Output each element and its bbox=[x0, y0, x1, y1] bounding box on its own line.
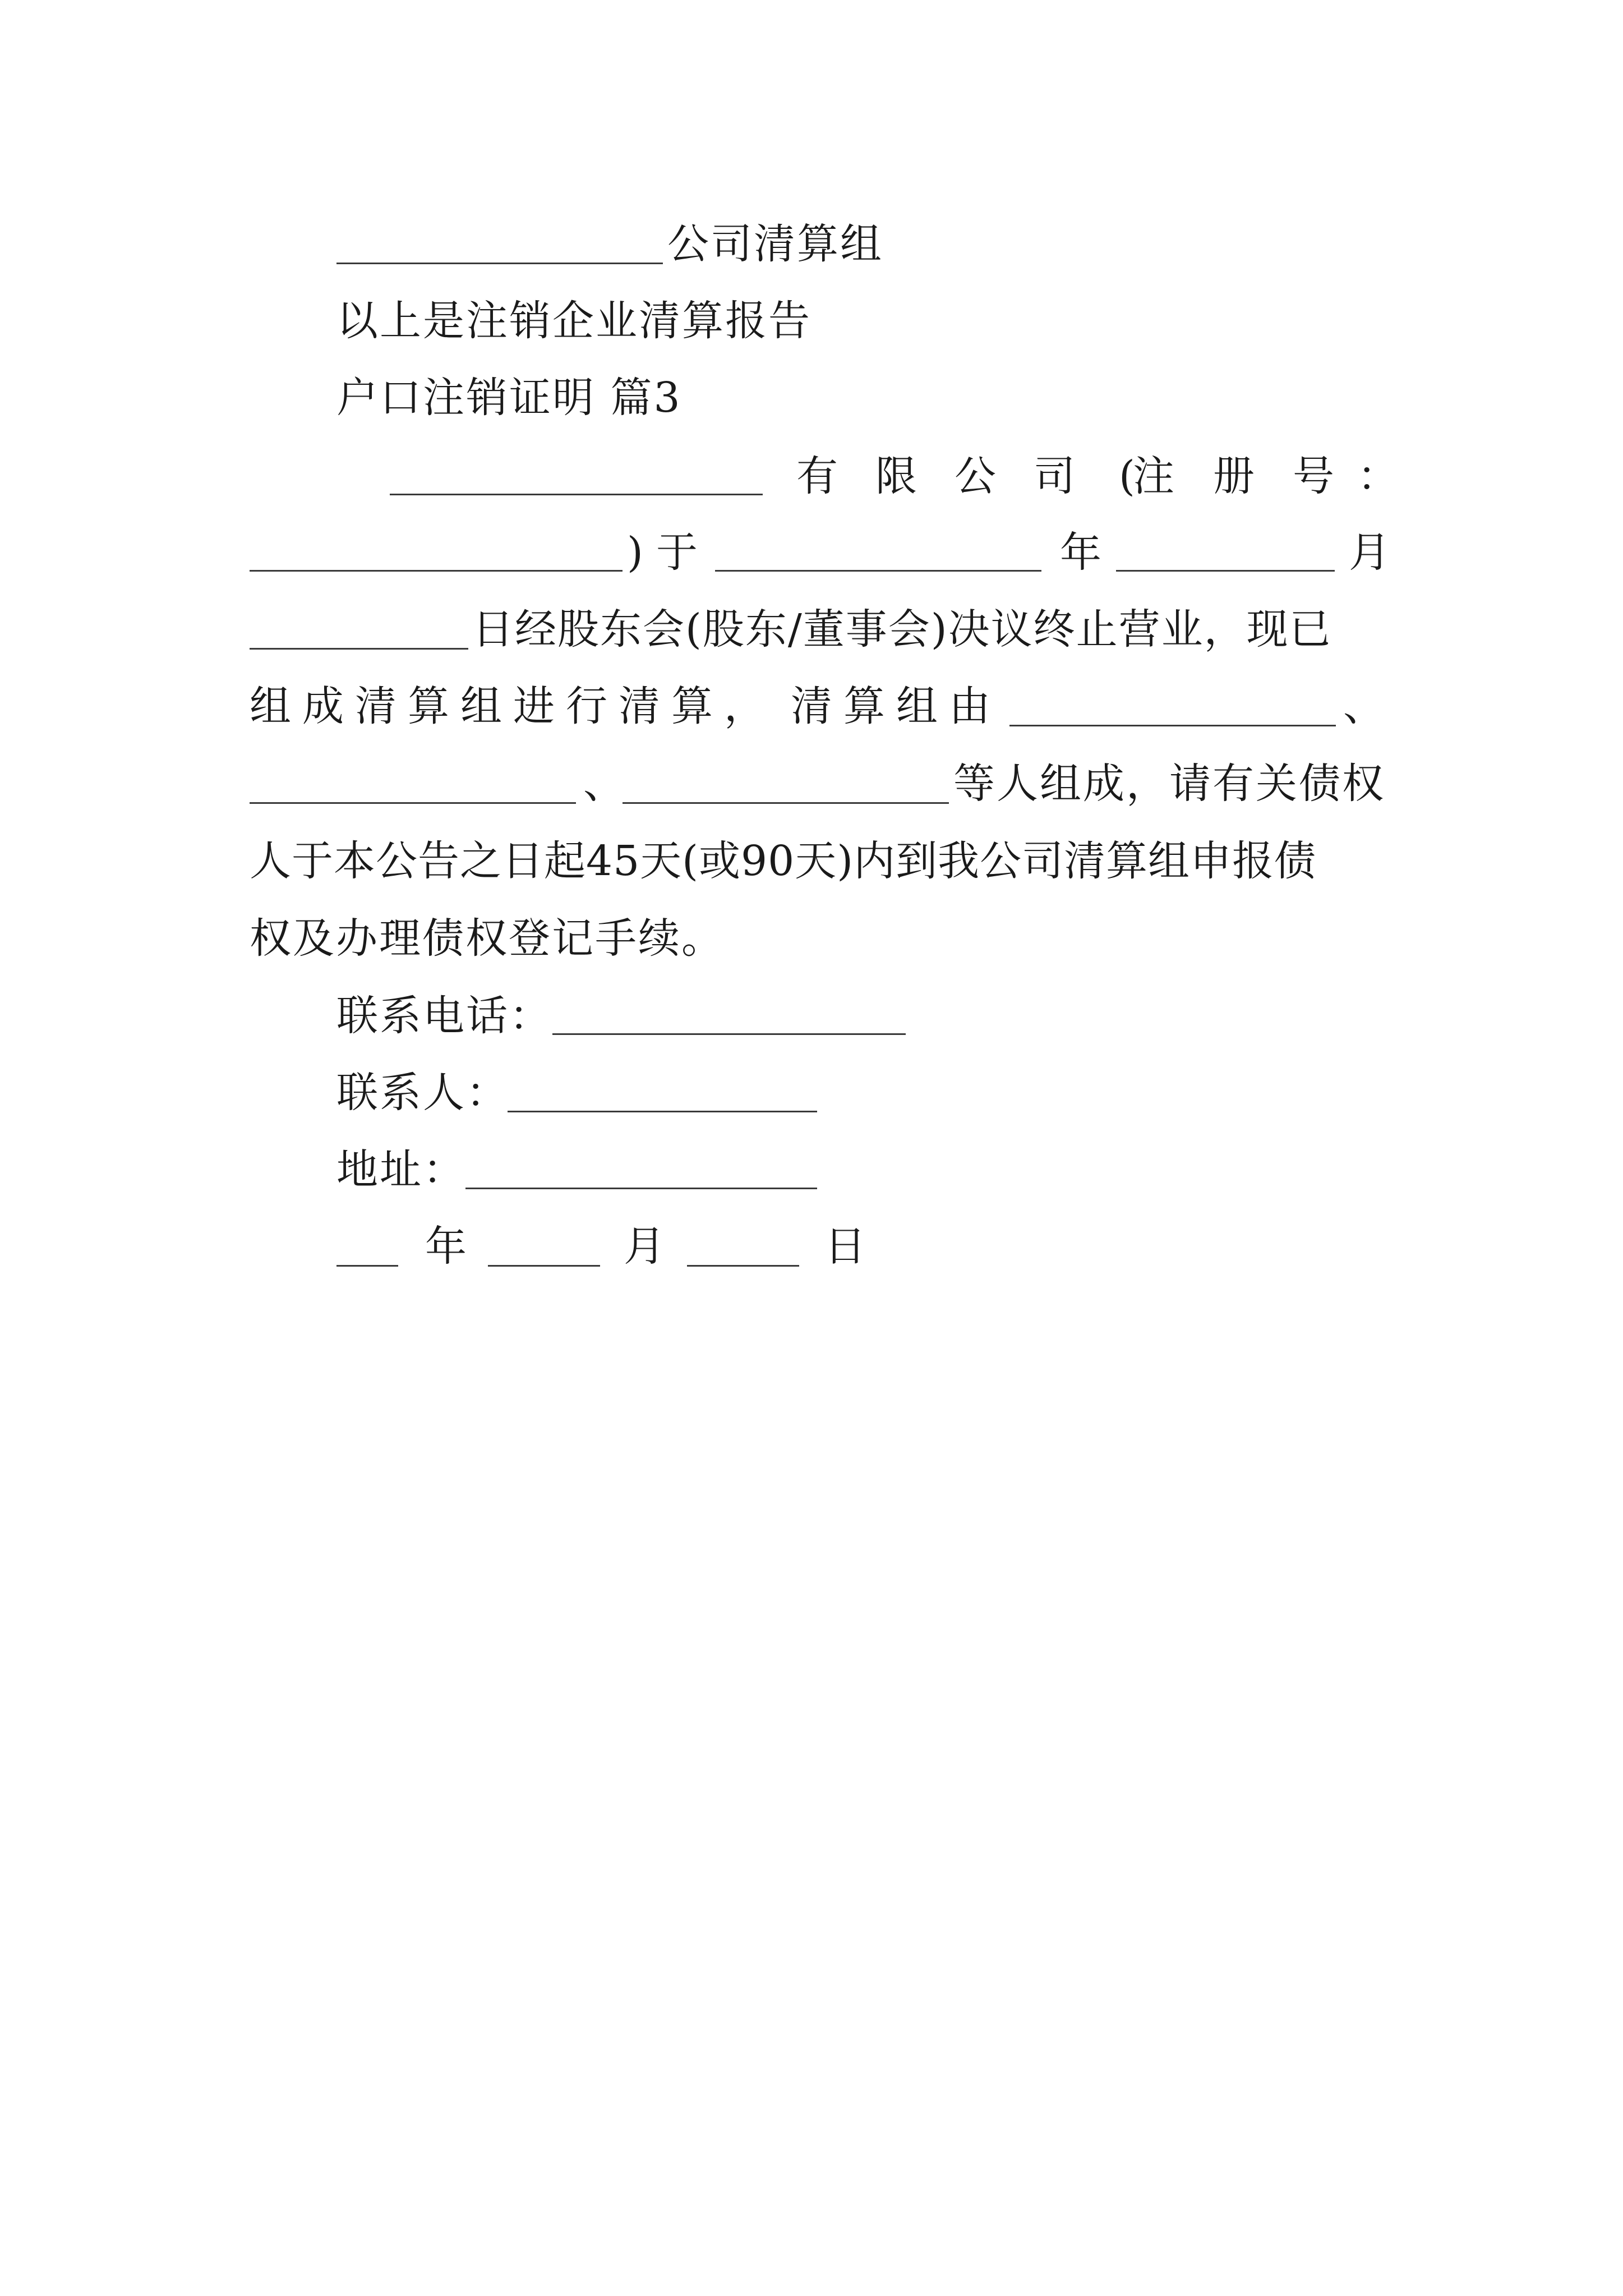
p4-char: 组 bbox=[250, 682, 291, 730]
p1-char: 注 bbox=[1133, 452, 1174, 500]
date-day: 日 bbox=[824, 1222, 866, 1271]
p5-sep: 、 bbox=[583, 760, 625, 808]
date-month-blank[interactable] bbox=[488, 1265, 600, 1267]
p4-char: 组 bbox=[460, 682, 502, 730]
p4-char: 组 bbox=[896, 682, 938, 730]
p1-char: ： bbox=[1357, 452, 1399, 500]
contact-blank[interactable] bbox=[508, 1111, 817, 1112]
p7-text: 权及办理债权登记手续。 bbox=[250, 914, 725, 963]
p2-year: 年 bbox=[1060, 528, 1101, 577]
address-label: 地址： bbox=[336, 1145, 466, 1194]
p4-char: 算 bbox=[843, 682, 885, 730]
resolution-month-blank[interactable] bbox=[1116, 570, 1335, 572]
p4-char: ， bbox=[724, 682, 766, 730]
phone-blank[interactable] bbox=[552, 1033, 906, 1035]
p4-char: 算 bbox=[408, 682, 449, 730]
org-name-blank[interactable] bbox=[336, 263, 663, 264]
p4-sep: 、 bbox=[1343, 682, 1385, 730]
org-suffix-text: 公司清算组 bbox=[667, 220, 883, 268]
p1-char: 公 bbox=[955, 452, 996, 500]
registration-number-blank[interactable] bbox=[250, 570, 623, 572]
p4-char: 进 bbox=[513, 682, 555, 730]
p5-text: 等人组成，请有关债权 bbox=[953, 760, 1385, 808]
date-day-blank[interactable] bbox=[687, 1265, 799, 1267]
p1-char: 号 bbox=[1293, 452, 1334, 500]
p4-char: 由 bbox=[949, 682, 990, 730]
report-end-text: 以上是注销企业清算报告 bbox=[336, 297, 811, 345]
member-2-blank[interactable] bbox=[250, 802, 576, 804]
p4-char: 成 bbox=[302, 682, 344, 730]
p3-text: 日经股东会(股东/董事会)决议终止营业，现已 bbox=[472, 605, 1332, 654]
p1-char: 册 bbox=[1213, 452, 1255, 500]
p1-char: 限 bbox=[875, 452, 917, 500]
p2-yu: 于 bbox=[656, 528, 698, 577]
address-blank[interactable] bbox=[465, 1188, 817, 1189]
phone-label: 联系电话： bbox=[336, 992, 552, 1040]
date-month: 月 bbox=[624, 1222, 665, 1271]
p2-paren: ) bbox=[627, 528, 643, 577]
date-year-blank[interactable] bbox=[336, 1265, 398, 1267]
p4-char: 算 bbox=[671, 682, 713, 730]
section-title: 户口注销证明 篇3 bbox=[336, 374, 682, 422]
member-3-blank[interactable] bbox=[623, 802, 949, 804]
contact-label: 联系人： bbox=[336, 1069, 509, 1117]
p6-text: 人于本公告之日起45天(或90天)内到我公司清算组申报债 bbox=[250, 837, 1317, 885]
resolution-year-blank[interactable] bbox=[715, 570, 1041, 572]
company-name-blank[interactable] bbox=[390, 494, 763, 495]
member-1-blank[interactable] bbox=[1009, 725, 1336, 726]
p4-char: 清 bbox=[791, 682, 832, 730]
p4-char: 清 bbox=[355, 682, 396, 730]
resolution-day-blank[interactable] bbox=[250, 648, 468, 650]
p1-char: 司 bbox=[1034, 452, 1075, 500]
date-year: 年 bbox=[425, 1222, 467, 1271]
p1-char: 有 bbox=[796, 452, 838, 500]
p1-char: ( bbox=[1119, 452, 1135, 500]
p4-char: 行 bbox=[566, 682, 607, 730]
p2-month: 月 bbox=[1349, 528, 1390, 577]
p4-char: 清 bbox=[619, 682, 660, 730]
